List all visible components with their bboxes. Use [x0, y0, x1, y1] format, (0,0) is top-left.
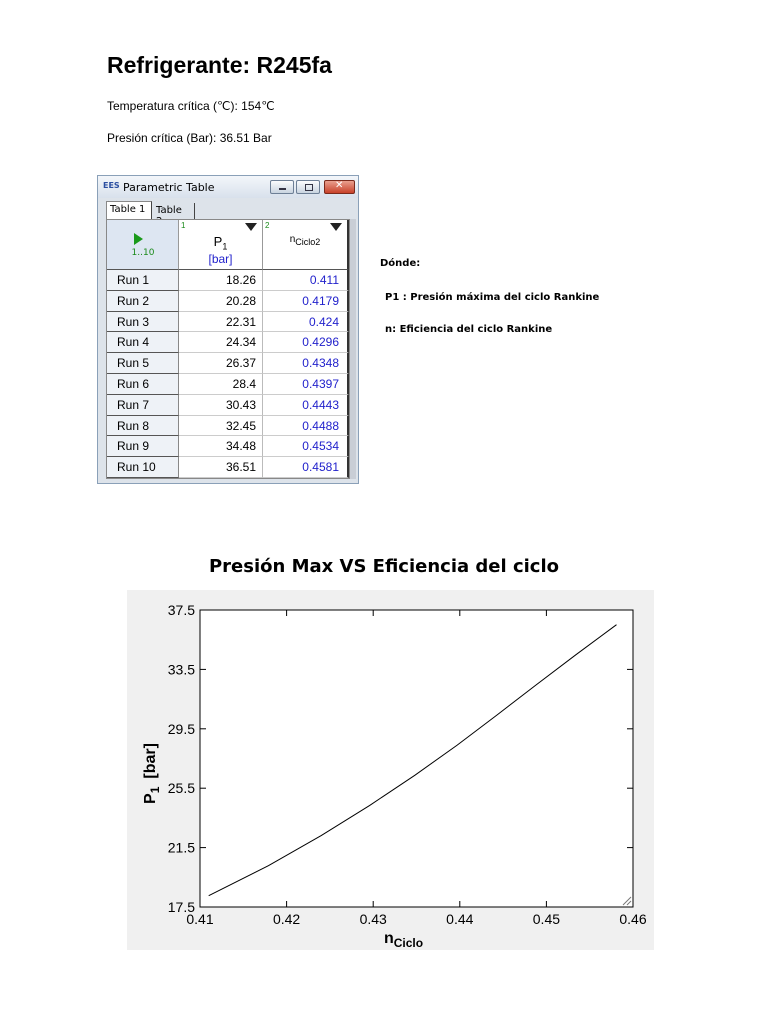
minimize-button[interactable] — [270, 180, 294, 194]
critical-temperature-text: Temperatura crítica (℃): 154℃ — [107, 99, 275, 113]
run-label[interactable]: Run 4 — [107, 332, 179, 353]
y-tick-label: 25.5 — [167, 780, 195, 797]
table-row[interactable] — [107, 270, 349, 291]
document-title: Refrigerante: R245fa — [107, 52, 332, 78]
dropdown-arrow-icon[interactable] — [330, 223, 342, 231]
run-label[interactable]: Run 1 — [107, 270, 179, 291]
tab-table-1[interactable]: Table 1 — [106, 201, 152, 219]
y-tick-label: 17.5 — [167, 899, 195, 915]
x-tick-label: 0.46 — [619, 911, 647, 927]
p1-cell[interactable]: 30.43 — [179, 395, 263, 416]
parametric-table-window — [97, 175, 359, 484]
y-tick-label: 21.5 — [167, 839, 195, 856]
column-name: $P_1$ — [213, 234, 228, 252]
p1-cell[interactable]: 22.31 — [179, 312, 263, 333]
run-label[interactable]: Run 6 — [107, 374, 179, 395]
run-header[interactable] — [107, 220, 179, 270]
close-button[interactable] — [324, 180, 355, 194]
column-header-p1[interactable] — [179, 220, 263, 270]
p1-cell[interactable]: 36.51 — [179, 457, 263, 478]
x-tick-label: 0.42 — [272, 911, 301, 927]
n-cell[interactable]: 0.424 — [263, 312, 349, 333]
y-tick-label: 33.5 — [167, 661, 195, 678]
vertical-scrollbar[interactable] — [350, 219, 356, 479]
n-cell[interactable]: 0.4581 — [263, 457, 349, 478]
column-number: 2 — [265, 221, 270, 230]
table-row[interactable] — [107, 374, 349, 395]
note-p1: P1 : Presión máxima del ciclo Rankine — [385, 292, 600, 303]
window-titlebar[interactable] — [98, 176, 358, 198]
dropdown-arrow-icon[interactable] — [245, 223, 257, 231]
y-tick-label: 29.5 — [167, 720, 195, 737]
table-row[interactable] — [107, 436, 349, 457]
chart-panel — [127, 590, 654, 950]
x-tick-label: 0.44 — [446, 911, 474, 927]
column-unit: [bar] — [208, 252, 233, 266]
n-cell[interactable]: 0.4443 — [263, 395, 349, 416]
table-row[interactable] — [107, 395, 349, 416]
run-label[interactable]: Run 3 — [107, 312, 179, 333]
column-header-n-ciclo2[interactable] — [263, 220, 349, 270]
column-number: 1 — [181, 221, 186, 230]
p1-cell[interactable]: 18.26 — [179, 270, 263, 291]
table-rows — [107, 270, 349, 478]
note-n: n: Eficiencia del ciclo Rankine — [385, 324, 553, 335]
table-row[interactable] — [107, 332, 349, 353]
chart-title: Presión Max VS Eficiencia del ciclo — [208, 556, 560, 577]
column-name: $n_{Ciclo2}$ — [289, 234, 321, 247]
run-label[interactable]: Run 9 — [107, 436, 179, 457]
y-tick-label: 37.5 — [167, 602, 195, 618]
n-cell[interactable]: 0.4534 — [263, 436, 349, 457]
run-label[interactable]: Run 5 — [107, 353, 179, 374]
ees-logo-icon: EES — [103, 181, 120, 190]
p1-cell[interactable]: 32.45 — [179, 416, 263, 437]
maximize-button[interactable] — [296, 180, 320, 194]
run-play-icon[interactable] — [134, 233, 143, 245]
window-title: Parametric Table — [123, 181, 215, 194]
table-row[interactable] — [107, 457, 349, 478]
n-cell[interactable]: 0.4488 — [263, 416, 349, 437]
p1-cell[interactable]: 28.4 — [179, 374, 263, 395]
p1-cell[interactable]: 26.37 — [179, 353, 263, 374]
run-label[interactable]: Run 8 — [107, 416, 179, 437]
run-label[interactable]: Run 10 — [107, 457, 179, 478]
n-cell[interactable]: 0.4348 — [263, 353, 349, 374]
n-cell[interactable]: 0.4296 — [263, 332, 349, 353]
line-chart — [127, 590, 654, 950]
x-tick-label: 0.43 — [359, 911, 387, 927]
table-row[interactable] — [107, 312, 349, 333]
x-tick-label: 0.45 — [532, 911, 561, 927]
critical-pressure-text: Presión crítica (Bar): 36.51 Bar — [107, 131, 272, 145]
x-tick-label: 0.41 — [186, 911, 214, 927]
notes-heading: Dónde: — [380, 258, 421, 269]
parametric-grid — [106, 219, 350, 479]
run-label[interactable]: Run 7 — [107, 395, 179, 416]
y-axis-label: $P_1[bar]$ — [142, 743, 162, 804]
p1-cell[interactable]: 20.28 — [179, 291, 263, 312]
x-axis-label: $n_{Ciclo}$ — [383, 930, 424, 950]
table-row[interactable] — [107, 416, 349, 437]
n-cell[interactable]: 0.4397 — [263, 374, 349, 395]
n-cell[interactable]: 0.4179 — [263, 291, 349, 312]
run-range: 1..10 — [131, 248, 155, 258]
n-cell[interactable]: 0.411 — [263, 270, 349, 291]
p1-cell[interactable]: 24.34 — [179, 332, 263, 353]
run-label[interactable]: Run 2 — [107, 291, 179, 312]
table-row[interactable] — [107, 353, 349, 374]
tab-table-2[interactable]: Table — [153, 203, 195, 221]
table-row[interactable] — [107, 291, 349, 312]
p1-cell[interactable]: 34.48 — [179, 436, 263, 457]
plot-area — [200, 610, 633, 907]
